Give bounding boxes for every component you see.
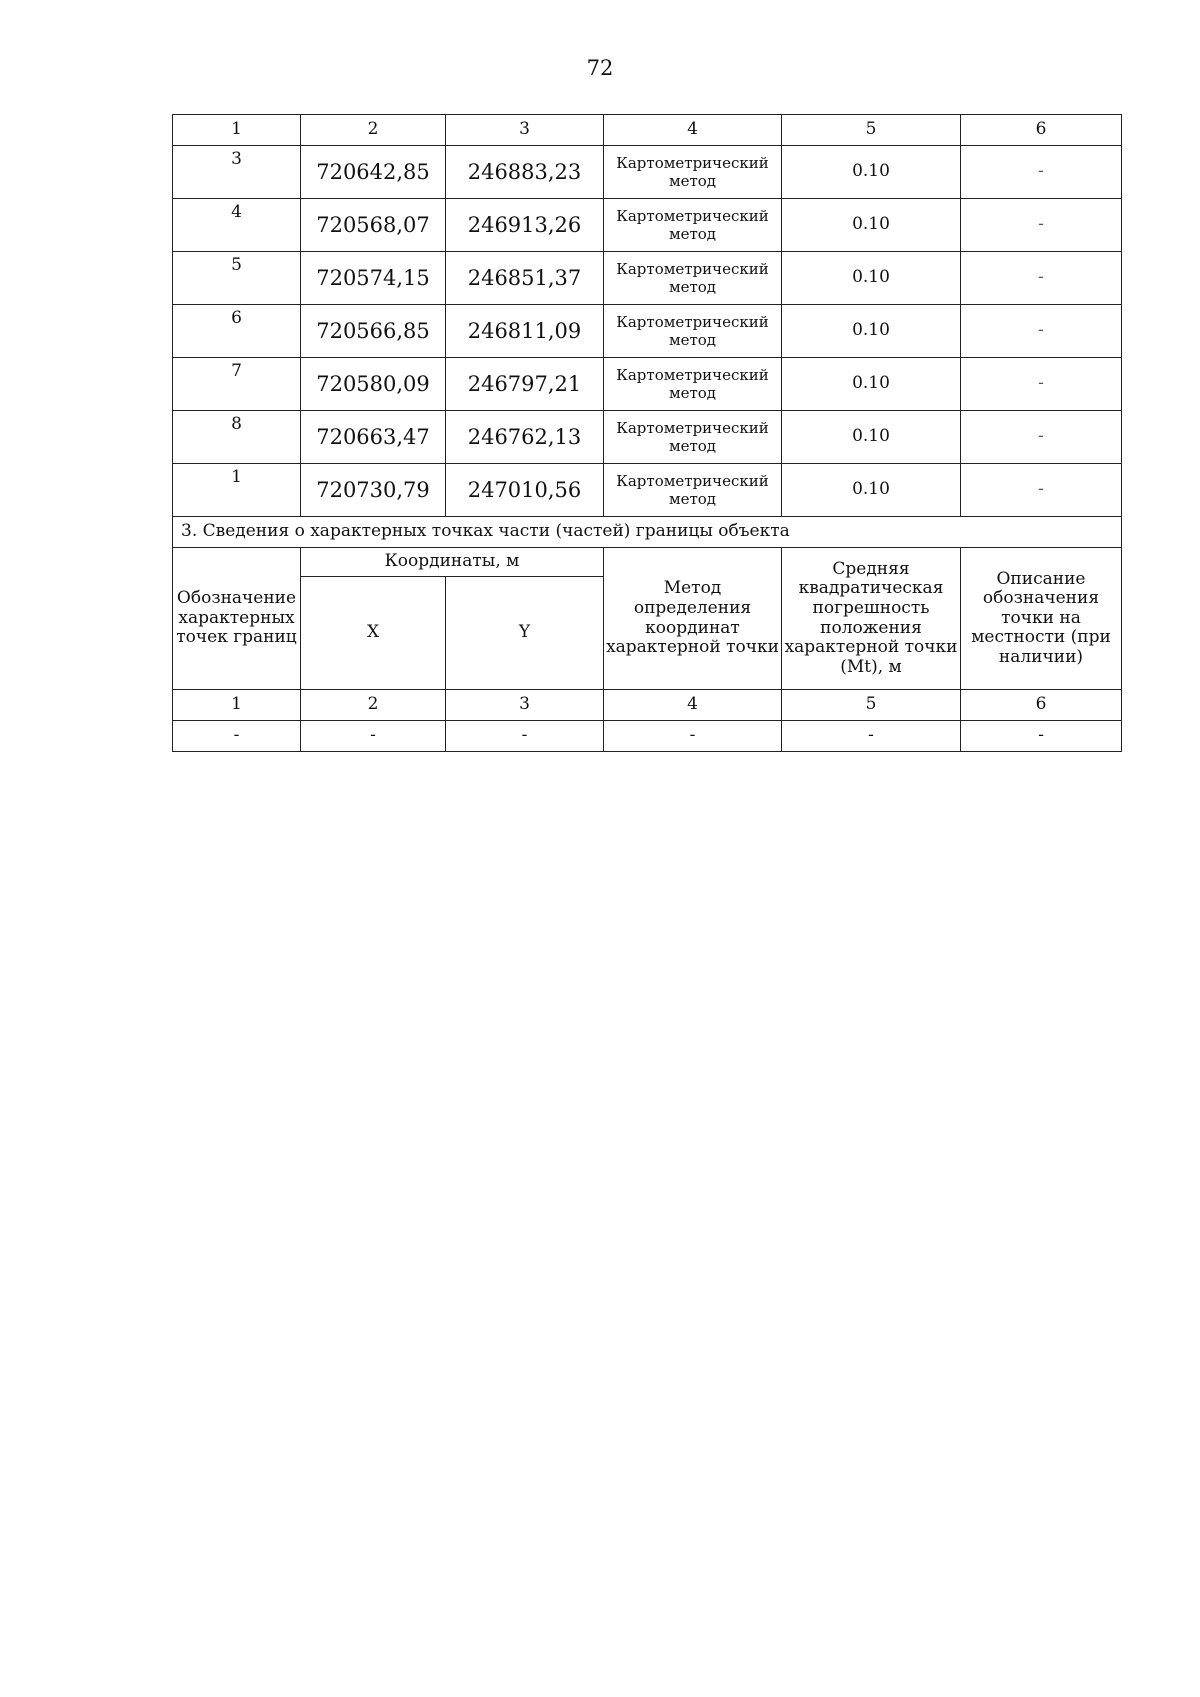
- coordinates-table: [172, 114, 1122, 752]
- table-row: [173, 199, 1122, 252]
- col-number: 1: [173, 115, 301, 146]
- description-cell: -: [961, 252, 1122, 305]
- page-number: 72: [586, 56, 614, 80]
- error-cell: 0.10: [782, 358, 961, 411]
- x-coordinate-cell: 720574,15: [301, 252, 446, 305]
- method-cell: Картометрический метод: [604, 305, 782, 358]
- col-number: 2: [301, 690, 446, 721]
- point-cell: 7: [173, 358, 301, 411]
- point-cell: 5: [173, 252, 301, 305]
- description-cell: -: [961, 358, 1122, 411]
- x-header: X: [301, 577, 446, 690]
- x-coordinate-cell: 720568,07: [301, 199, 446, 252]
- col-number: 6: [961, 115, 1122, 146]
- empty-cell: -: [782, 721, 961, 752]
- method-cell: Картометрический метод: [604, 252, 782, 305]
- error-cell: 0.10: [782, 305, 961, 358]
- empty-cell: -: [301, 721, 446, 752]
- col-number: 4: [604, 115, 782, 146]
- description-header: Описание обозначения точки на местности (при наличии): [961, 548, 1122, 690]
- description-cell: -: [961, 411, 1122, 464]
- y-coordinate-cell: 246762,13: [446, 411, 604, 464]
- col-number: 1: [173, 690, 301, 721]
- designation-header: Обозначение характерных точек границ: [173, 548, 301, 690]
- point-cell: 3: [173, 146, 301, 199]
- description-cell: -: [961, 199, 1122, 252]
- y-coordinate-cell: 246851,37: [446, 252, 604, 305]
- error-cell: 0.10: [782, 146, 961, 199]
- y-coordinate-cell: 246811,09: [446, 305, 604, 358]
- table-row: [173, 464, 1122, 517]
- empty-cell: -: [173, 721, 301, 752]
- method-cell: Картометрический метод: [604, 358, 782, 411]
- y-coordinate-cell: 246913,26: [446, 199, 604, 252]
- error-cell: 0.10: [782, 199, 961, 252]
- point-cell: 6: [173, 305, 301, 358]
- section-title: 3. Сведения о характерных точках части (частей) границы объекта: [173, 517, 1122, 548]
- point-cell: 8: [173, 411, 301, 464]
- description-cell: -: [961, 464, 1122, 517]
- empty-cell: -: [446, 721, 604, 752]
- description-cell: -: [961, 305, 1122, 358]
- col-number: 2: [301, 115, 446, 146]
- y-coordinate-cell: 246797,21: [446, 358, 604, 411]
- method-cell: Картометрический метод: [604, 146, 782, 199]
- table-row: [173, 252, 1122, 305]
- error-cell: 0.10: [782, 411, 961, 464]
- table-row: [173, 305, 1122, 358]
- method-header: Метод определения координат характерной точки: [604, 548, 782, 690]
- column-number-row: [173, 115, 1122, 146]
- error-cell: 0.10: [782, 464, 961, 517]
- empty-cell: -: [604, 721, 782, 752]
- col-number: 4: [604, 690, 782, 721]
- method-cell: Картометрический метод: [604, 411, 782, 464]
- col-number: 3: [446, 690, 604, 721]
- y-coordinate-cell: 246883,23: [446, 146, 604, 199]
- col-number: 3: [446, 115, 604, 146]
- x-coordinate-cell: 720663,47: [301, 411, 446, 464]
- col-number: 5: [782, 115, 961, 146]
- description-cell: -: [961, 146, 1122, 199]
- x-coordinate-cell: 720580,09: [301, 358, 446, 411]
- method-cell: Картометрический метод: [604, 199, 782, 252]
- table-row: [173, 146, 1122, 199]
- table-row: [173, 411, 1122, 464]
- x-coordinate-cell: 720642,85: [301, 146, 446, 199]
- error-header: Средняя квадратическая погрешность положения характерной точки (Mt), м: [782, 548, 961, 690]
- table-row: [173, 721, 1122, 752]
- y-header: Y: [446, 577, 604, 690]
- col-number: 5: [782, 690, 961, 721]
- point-cell: 4: [173, 199, 301, 252]
- table-row: [173, 358, 1122, 411]
- col-number: 6: [961, 690, 1122, 721]
- error-cell: 0.10: [782, 252, 961, 305]
- coordinates-header: Координаты, м: [301, 548, 604, 577]
- x-coordinate-cell: 720566,85: [301, 305, 446, 358]
- y-coordinate-cell: 247010,56: [446, 464, 604, 517]
- empty-cell: -: [961, 721, 1122, 752]
- method-cell: Картометрический метод: [604, 464, 782, 517]
- point-cell: 1: [173, 464, 301, 517]
- column-number-row: [173, 690, 1122, 721]
- x-coordinate-cell: 720730,79: [301, 464, 446, 517]
